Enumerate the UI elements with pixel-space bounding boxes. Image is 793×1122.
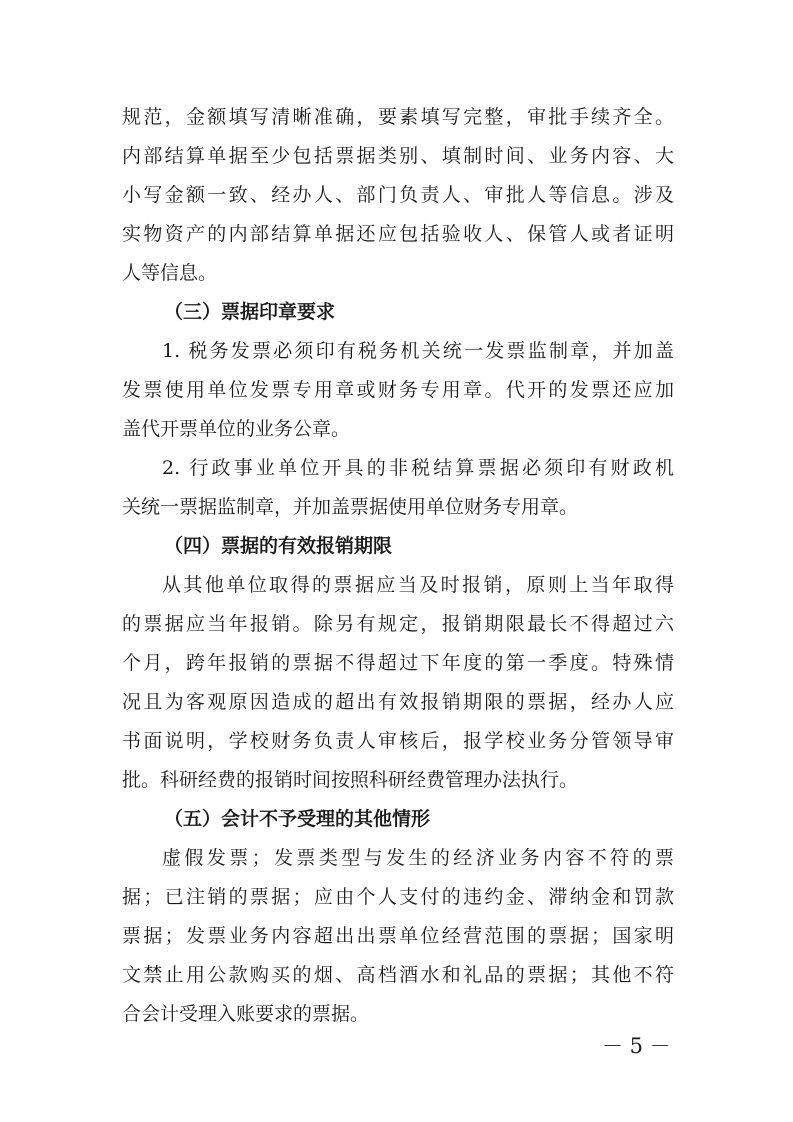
paragraph-line: 2. 行政事业单位开具的非税结算票据必须印有财政机 — [162, 457, 674, 479]
body-text — [122, 98, 674, 1034]
paragraph-line: 个月，跨年报销的票据不得超过下年度的第一季度。特殊情 — [122, 652, 674, 674]
paragraph-line: 文禁止用公款购买的烟、高档酒水和礼品的票据；其他不符 — [122, 964, 674, 986]
paragraph-line: 况且为客观原因造成的超出有效报销期限的票据，经办人应 — [122, 691, 674, 713]
paragraph-line: 书面说明，学校财务负责人审核后，报学校业务分管领导审 — [122, 730, 674, 752]
paragraph-line: 票据；发票业务内容超出出票单位经营范围的票据；国家明 — [122, 925, 674, 947]
paragraph-line: 虚假发票；发票类型与发生的经济业务内容不符的票 — [162, 847, 674, 869]
section-heading: （五）会计不予受理的其他情形 — [164, 808, 431, 830]
paragraph-line: 内部结算单据至少包括票据类别、填制时间、业务内容、大 — [122, 145, 674, 167]
paragraph-line: 关统一票据监制章，并加盖票据使用单位财务专用章。 — [122, 496, 579, 518]
paragraph-line: 实物资产的内部结算单据还应包括验收人、保管人或者证明 — [122, 223, 674, 245]
paragraph-line: 人等信息。 — [122, 262, 218, 284]
section-heading: （三）票据印章要求 — [164, 301, 336, 323]
paragraph-line: 合会计受理入账要求的票据。 — [122, 1003, 370, 1025]
paragraph-line: 盖代开票单位的业务公章。 — [122, 418, 351, 440]
paragraph-line: 1. 税务发票必须印有税务机关统一发票监制章，并加盖 — [162, 340, 674, 362]
paragraph-line: 小写金额一致、经办人、部门负责人、审批人等信息。涉及 — [122, 184, 674, 206]
paragraph-line: 发票使用单位发票专用章或财务专用章。代开的发票还应加 — [122, 379, 674, 401]
paragraph-line: 据；已注销的票据；应由个人支付的违约金、滞纳金和罚款 — [122, 886, 674, 908]
paragraph-line: 从其他单位取得的票据应当及时报销，原则上当年取得 — [162, 574, 674, 596]
paragraph-line: 批。科研经费的报销时间按照科研经费管理办法执行。 — [122, 769, 579, 791]
page-number: － 5 － — [602, 1034, 671, 1058]
paragraph-line: 规范，金额填写清晰准确，要素填写完整，审批手续齐全。 — [122, 106, 674, 128]
paragraph-line: 的票据应当年报销。除另有规定，报销期限最长不得超过六 — [122, 613, 674, 635]
section-heading: （四）票据的有效报销期限 — [164, 535, 393, 557]
